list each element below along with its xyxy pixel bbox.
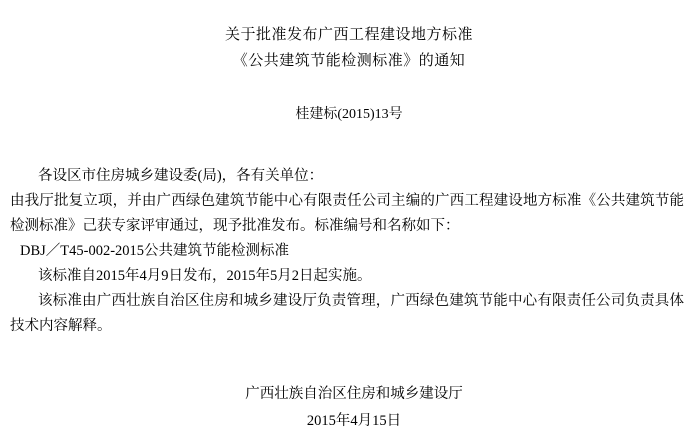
salutation: 各设区市住房城乡建设委(局)，各有关单位： [38,168,324,184]
paragraph-3: 该标准由广西壮族自治区住房和城乡建设厅负责管理，广西绿色建筑节能中心有限责任公司负责具体技术内容解释。 [10,293,684,334]
standard-code: DBJ／T45-002-2015公共建筑节能检测标准 [20,243,290,259]
issuer: 广西壮族自治区住房和城乡建设厅 [245,386,463,402]
issue-date: 2015年4月15日 [306,413,402,429]
document-body [0,164,698,339]
title-line-2: 《公共建筑节能检测标准》的通知 [232,53,466,69]
paragraph-1: 由我厅批复立项，并由广西绿色建筑节能中心有限责任公司主编的广西工程建设地方标准《公共建筑节能检测标准》己获专家评审通过，现予批准发布。标准编号和名称如下： [10,193,684,234]
paragraph-2: 该标准自2015年4月9日发布，2015年5月2日起实施。 [38,268,372,284]
document-number: 桂建标(2015)13号 [295,107,403,122]
document-page [0,22,698,433]
document-title [0,22,698,74]
title-line-1: 关于批准发布广西工程建设地方标准 [224,27,473,43]
signature-block [0,381,698,435]
